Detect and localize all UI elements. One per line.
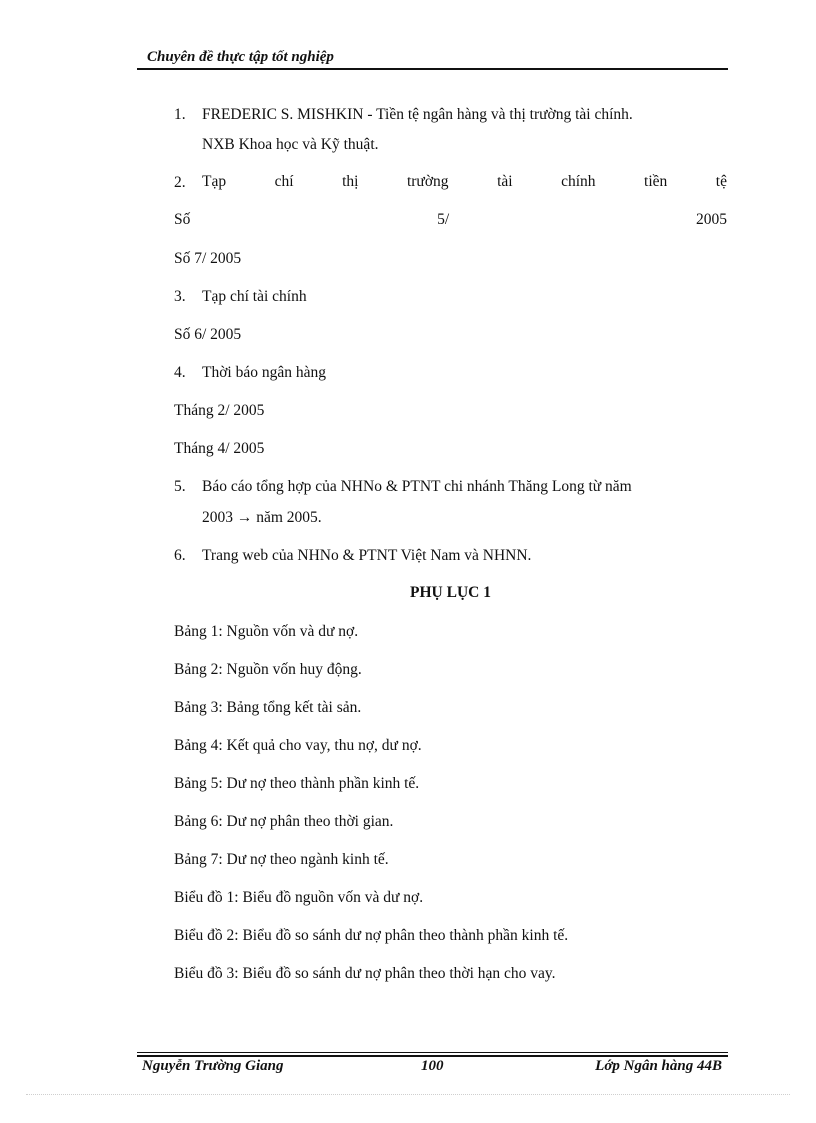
reference-text: Tạp chí tài chính [202,288,307,305]
appendix-item: Biểu đồ 3: Biểu đồ so sánh dư nợ phân theo thời hạn cho vay. [174,965,556,982]
reference-number: 6. [174,547,186,564]
issue-word: 5/ [437,211,450,228]
issue-line [174,211,727,229]
footer-rule [137,1055,728,1057]
appendix-item: Bảng 3: Bảng tổng kết tài sản. [174,699,362,716]
reference-word: tài [497,173,513,190]
reference-number: 3. [174,288,186,305]
reference-word: chính [561,173,596,190]
issue-line: Tháng 2/ 2005 [174,402,265,419]
reference-text: Thời báo ngân hàng [202,364,326,381]
reference-word: thị [342,173,359,190]
reference-text-continued: NXB Khoa học và Kỹ thuật. [202,136,379,153]
footer-rule [137,1052,728,1053]
issue-line: Số 6/ 2005 [174,326,242,343]
appendix-item: Bảng 7: Dư nợ theo ngành kinh tế. [174,851,389,868]
appendix-heading: PHỤ LỤC 1 [410,584,491,601]
reference-number-2: 2. [174,174,186,191]
appendix-item: Biểu đồ 1: Biểu đồ nguồn vốn và dư nợ. [174,889,424,906]
appendix-item: Bảng 4: Kết quả cho vay, thu nợ, dư nợ. [174,737,422,754]
reference-number: 4. [174,364,186,381]
issue-word: Số [174,211,191,228]
reference-word: trường [406,173,449,190]
footer-author: Nguyễn Trường Giang [142,1058,284,1074]
reference-text: Trang web của NHNo & PTNT Việt Nam và NHNN. [202,547,532,564]
appendix-item: Biểu đồ 2: Biểu đồ so sánh dư nợ phân theo thành phần kinh tế. [174,927,569,944]
reference-number: 5. [174,478,186,495]
reference-word: chí [274,173,294,190]
reference-word: tệ [715,173,727,190]
page-edge-dotted-line [26,1094,790,1095]
reference-text-continued: 2003 → năm 2005. [202,509,322,526]
issue-line: Số 7/ 2005 [174,250,242,267]
appendix-item: Bảng 2: Nguồn vốn huy động. [174,661,362,678]
issue-line: Tháng 4/ 2005 [174,440,265,457]
footer-class: Lớp Ngân hàng 44B [595,1058,722,1074]
reference-word: Tạp [202,173,227,190]
appendix-item: Bảng 5: Dư nợ theo thành phần kinh tế. [174,775,420,792]
appendix-item: Bảng 1: Nguồn vốn và dư nợ. [174,623,359,640]
reference-text: Báo cáo tổng hợp của NHNo & PTNT chi nhánh Thăng Long từ năm [202,478,632,495]
issue-word: 2005 [696,211,727,228]
header-rule [137,68,728,70]
reference-number: 1. [174,106,186,123]
reference-item-2 [202,173,727,191]
header-title: Chuyên đề thực tập tốt nghiệp [147,49,334,65]
reference-text: FREDERIC S. MISHKIN - Tiền tệ ngân hàng và thị trường tài chính. [202,106,633,123]
footer-page-number: 100 [421,1058,444,1074]
reference-word: tiền [644,173,668,190]
appendix-item: Bảng 6: Dư nợ phân theo thời gian. [174,813,394,830]
